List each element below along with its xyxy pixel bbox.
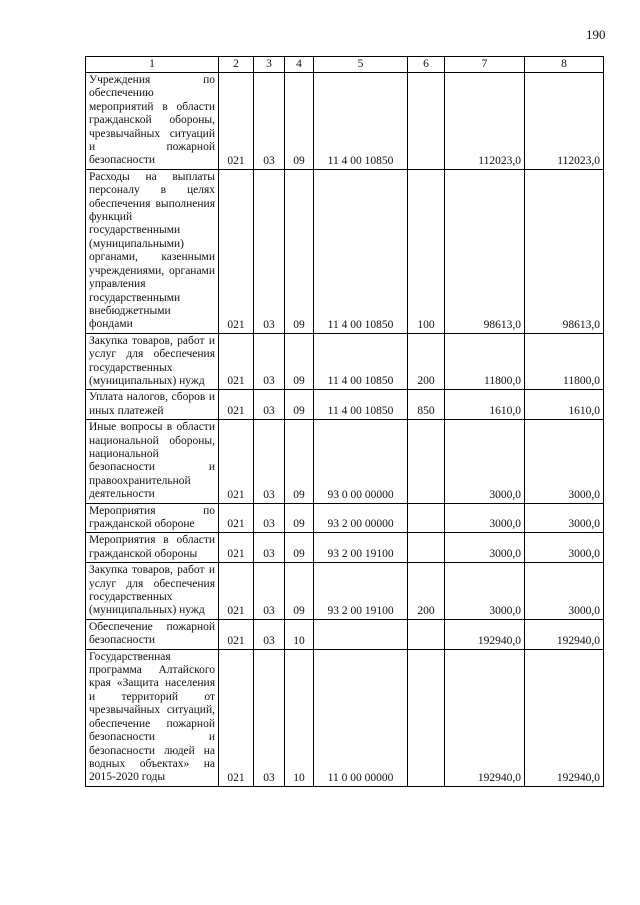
amount-col8: 1610,0 [525, 390, 604, 420]
table-row [86, 420, 604, 503]
amount-col8: 192940,0 [525, 649, 604, 786]
target-item-code: 11 0 00 00000 [314, 649, 408, 786]
admin-code: 021 [219, 503, 254, 533]
section-code: 03 [254, 333, 285, 390]
expense-type-code [408, 649, 445, 786]
column-header: 3 [254, 57, 285, 73]
subsection-code: 09 [285, 420, 314, 503]
subsection-code: 09 [285, 390, 314, 420]
row-name: Государственная программа Алтайского края «Защита населения и территорий от чрезвычайных ситуаций, обеспечение пожарной безопасности и безопасности людей на водных объектах» на 2015-2020 годы [86, 649, 219, 786]
amount-col7: 11800,0 [445, 333, 525, 390]
admin-code: 021 [219, 649, 254, 786]
target-item-code [314, 619, 408, 649]
column-header: 4 [285, 57, 314, 73]
section-code: 03 [254, 390, 285, 420]
expense-type-code: 200 [408, 333, 445, 390]
column-header: 8 [525, 57, 604, 73]
amount-col8: 112023,0 [525, 73, 604, 170]
table-row [86, 169, 604, 333]
amount-col7: 192940,0 [445, 649, 525, 786]
target-item-code: 93 2 00 00000 [314, 503, 408, 533]
table-row [86, 333, 604, 390]
expense-type-code [408, 503, 445, 533]
amount-col7: 3000,0 [445, 563, 525, 620]
subsection-code: 09 [285, 333, 314, 390]
row-name: Закупка товаров, работ и услуг для обеспечения государственных (муниципальных) нужд [86, 333, 219, 390]
target-item-code: 93 2 00 19100 [314, 533, 408, 563]
subsection-code: 10 [285, 649, 314, 786]
expense-type-code: 200 [408, 563, 445, 620]
column-header: 1 [86, 57, 219, 73]
row-name: Расходы на выплаты персоналу в целях обеспечения выполнения функций государственными (муниципальными) органами, казенными учреждениями, органами управления государственными внебюджетными фондами [86, 169, 219, 333]
row-name: Мероприятия в области гражданской обороны [86, 533, 219, 563]
section-code: 03 [254, 503, 285, 533]
amount-col8: 3000,0 [525, 533, 604, 563]
subsection-code: 10 [285, 619, 314, 649]
section-code: 03 [254, 563, 285, 620]
column-header: 6 [408, 57, 445, 73]
subsection-code: 09 [285, 563, 314, 620]
table-row [86, 390, 604, 420]
table-row [86, 73, 604, 170]
expense-type-code [408, 533, 445, 563]
target-item-code: 11 4 00 10850 [314, 390, 408, 420]
column-header: 7 [445, 57, 525, 73]
admin-code: 021 [219, 533, 254, 563]
table-row [86, 563, 604, 620]
amount-col7: 3000,0 [445, 420, 525, 503]
target-item-code: 11 4 00 10850 [314, 333, 408, 390]
expense-type-code: 100 [408, 169, 445, 333]
section-code: 03 [254, 649, 285, 786]
subsection-code: 09 [285, 533, 314, 563]
subsection-code: 09 [285, 169, 314, 333]
page-number: 190 [586, 27, 606, 42]
expense-type-code [408, 619, 445, 649]
table-row [86, 649, 604, 786]
admin-code: 021 [219, 390, 254, 420]
row-name: Уплата налогов, сборов и иных платежей [86, 390, 219, 420]
target-item-code: 93 2 00 19100 [314, 563, 408, 620]
target-item-code: 93 0 00 00000 [314, 420, 408, 503]
column-header: 2 [219, 57, 254, 73]
expense-type-code: 850 [408, 390, 445, 420]
admin-code: 021 [219, 563, 254, 620]
table-row [86, 533, 604, 563]
row-name: Обеспечение пожарной безопасности [86, 619, 219, 649]
subsection-code: 09 [285, 503, 314, 533]
target-item-code: 11 4 00 10850 [314, 169, 408, 333]
amount-col7: 192940,0 [445, 619, 525, 649]
expense-type-code [408, 420, 445, 503]
target-item-code: 11 4 00 10850 [314, 73, 408, 170]
amount-col8: 3000,0 [525, 420, 604, 503]
section-code: 03 [254, 619, 285, 649]
row-name: Иные вопросы в области национальной обороны, национальной безопасности и правоохранительной деятельности [86, 420, 219, 503]
section-code: 03 [254, 73, 285, 170]
row-name: Закупка товаров, работ и услуг для обеспечения государственных (муниципальных) нужд [86, 563, 219, 620]
amount-col7: 112023,0 [445, 73, 525, 170]
admin-code: 021 [219, 169, 254, 333]
amount-col7: 3000,0 [445, 533, 525, 563]
subsection-code: 09 [285, 73, 314, 170]
amount-col7: 1610,0 [445, 390, 525, 420]
expense-type-code [408, 73, 445, 170]
section-code: 03 [254, 169, 285, 333]
section-code: 03 [254, 420, 285, 503]
admin-code: 021 [219, 333, 254, 390]
section-code: 03 [254, 533, 285, 563]
amount-col8: 3000,0 [525, 503, 604, 533]
row-name: Мероприятия по гражданской обороне [86, 503, 219, 533]
amount-col7: 3000,0 [445, 503, 525, 533]
budget-table [85, 56, 604, 787]
admin-code: 021 [219, 73, 254, 170]
row-name: Учреждения по обеспечению мероприятий в области гражданской обороны, чрезвычайных ситуаций и пожарной безопасности [86, 73, 219, 170]
header-row [86, 57, 604, 73]
admin-code: 021 [219, 619, 254, 649]
table-row [86, 619, 604, 649]
table-row [86, 503, 604, 533]
column-header: 5 [314, 57, 408, 73]
amount-col8: 3000,0 [525, 563, 604, 620]
admin-code: 021 [219, 420, 254, 503]
amount-col8: 192940,0 [525, 619, 604, 649]
amount-col8: 11800,0 [525, 333, 604, 390]
amount-col7: 98613,0 [445, 169, 525, 333]
amount-col8: 98613,0 [525, 169, 604, 333]
